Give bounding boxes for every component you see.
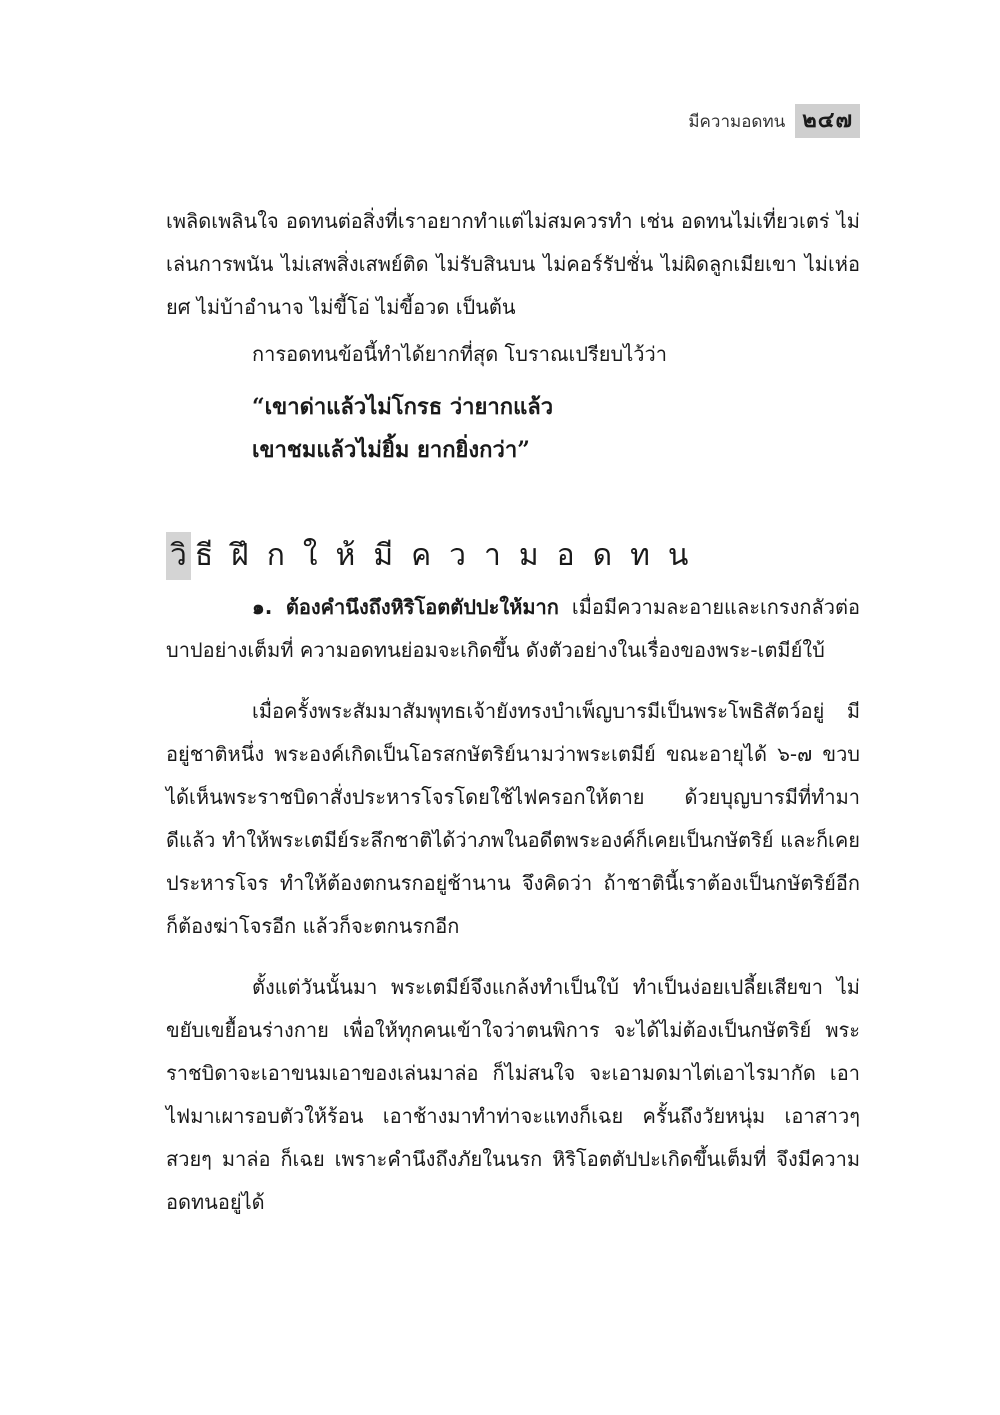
quote-line-2: เขาชมแล้วไม่ยิ้ม ยากยิ่งกว่า” (252, 437, 530, 463)
page-header (688, 104, 860, 138)
point-1 (166, 586, 860, 672)
running-title: มีความอดทน (688, 111, 786, 132)
section-heading (166, 532, 860, 580)
point-1-text: เมื่อมีความละอายและเกรงกลัวต่อบาปอย่างเต็มที่ ความอดทนย่อมจะเกิดขึ้น ดังตัวอย่างในเรื่องของพระ-เตมีย์ใบ้ (166, 595, 860, 662)
paragraph-3: เมื่อครั้งพระสัมมาสัมพุทธเจ้ายังทรงบำเพ็ญบารมีเป็นพระโพธิสัตว์อยู่ มีอยู่ชาติหนึ่ง พระองค์เกิดเป็นโอรสกษัตริย์นามว่าพระเตมีย์ ขณะอายุได้ ๖-๗ ขวบ ได้เห็นพระราชบิดาสั่งประหารโจรโดยใช้ไฟครอกให้ตาย ด้วยบุญบารมีที่ทำมาดีแล้ว ทำให้พระเตมีย์ระลึกชาติได้ว่าภพในอดีตพระองค์ก็เคยเป็นกษัตริย์ และก็เคยประหารโจร ทำให้ต้องตกนรกอยู่ช้านาน จึงคิดว่า ถ้าชาตินี้เราต้องเป็นกษัตริย์อีก ก็ต้องฆ่าโจรอีก แล้วก็จะตกนรกอีก (166, 699, 860, 938)
section-heading-first-letter: วิ (166, 532, 191, 580)
quote-line-1: “เขาด่าแล้วไม่โกรธ ว่ายากแล้ว (252, 394, 554, 420)
section-heading-text: ธีฝึกให้มีความอดทน (194, 538, 707, 573)
paragraph-4: ตั้งแต่วันนั้นมา พระเตมีย์จึงแกล้งทำเป็นใบ้ ทำเป็นง่อยเปลี้ยเสียขา ไม่ขยับเขยื้อนร่างกาย เพื่อให้ทุกคนเข้าใจว่าตนพิการ จะได้ไม่ต้องเป็นกษัตริย์ พระราชบิดาจะเอาขนมเอาของเล่นมาล่อ ก็ไม่สนใจ จะเอามดมาไต่เอาไรมากัด เอาไฟมาเผารอบตัวให้ร้อน เอาช้างมาทำท่าจะแทงก็เฉย ครั้นถึงวัยหนุ่ม เอาสาวๆ สวยๆ มาล่อ ก็เฉย เพราะคำนึงถึงภัยในนรก หิริโอตตัปปะเกิดขึ้นเต็มที่ จึงมีความอดทนอยู่ได้ (166, 975, 860, 1214)
page-number: ๒๔๗ (795, 104, 860, 138)
proverb-quote (252, 386, 860, 472)
paragraph-2: การอดทนข้อนี้ทำได้ยากที่สุด โบราณเปรียบไว้ว่า (252, 342, 667, 366)
point-1-title: ๑. ต้องคำนึงถึงหิริโอตตัปปะให้มาก (252, 595, 559, 619)
paragraph-1: เพลิดเพลินใจ อดทนต่อสิ่งที่เราอยากทำแต่ไม่สมควรทำ เช่น อดทนไม่เที่ยวเตร่ ไม่เล่นการพนัน ไม่เสพสิ่งเสพย์ติด ไม่รับสินบน ไม่คอร์รัปชั่น ไม่ผิดลูกเมียเขา ไม่เห่อยศ ไม่บ้าอำนาจ ไม่ขี้โอ่ ไม่ขี้อวด เป็นต้น (166, 209, 860, 319)
page-content (166, 200, 860, 1224)
